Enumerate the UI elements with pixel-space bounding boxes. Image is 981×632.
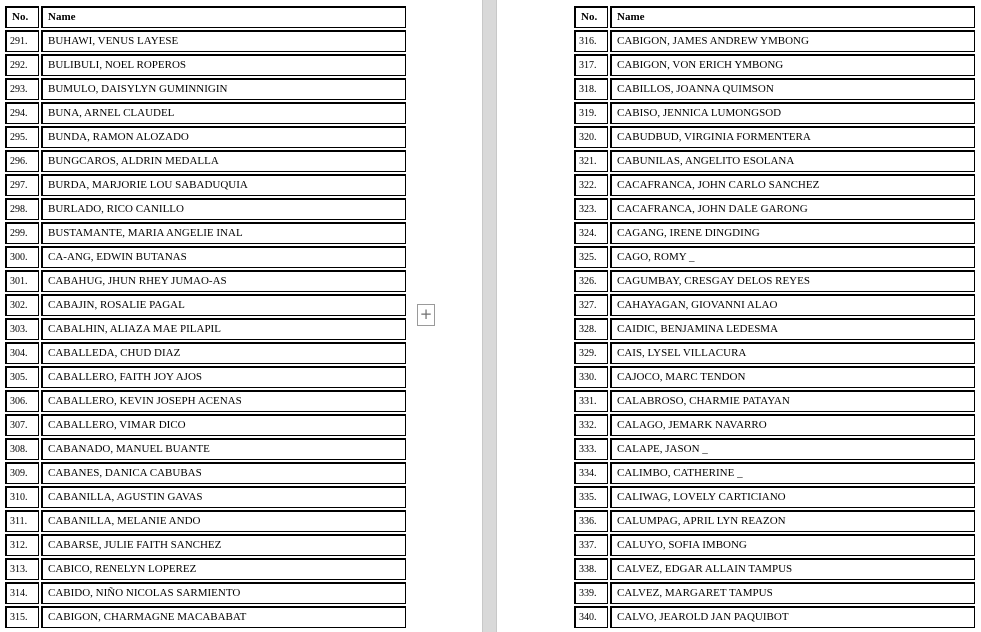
table-row: [574, 414, 975, 436]
row-name[interactable]: CALUYO, SOFIA IMBONG: [610, 534, 975, 556]
row-number[interactable]: 309.: [5, 462, 39, 484]
row-name[interactable]: CABANILLA, MELANIE ANDO: [41, 510, 406, 532]
row-number[interactable]: 338.: [574, 558, 608, 580]
table-row: [5, 414, 406, 436]
add-row-button[interactable]: +: [417, 304, 435, 326]
table-row: [574, 438, 975, 460]
table-row: [574, 54, 975, 76]
row-number[interactable]: 337.: [574, 534, 608, 556]
row-number[interactable]: 331.: [574, 390, 608, 412]
row-number[interactable]: 334.: [574, 462, 608, 484]
table-row: [574, 558, 975, 580]
row-number[interactable]: 312.: [5, 534, 39, 556]
row-name[interactable]: CABUNILAS, ANGELITO ESOLANA: [610, 150, 975, 172]
row-number[interactable]: 292.: [5, 54, 39, 76]
row-name[interactable]: BURLADO, RICO CANILLO: [41, 198, 406, 220]
table-row: [5, 150, 406, 172]
table-row: [5, 438, 406, 460]
row-number[interactable]: 330.: [574, 366, 608, 388]
table-row: [574, 366, 975, 388]
row-name[interactable]: CALAPE, JASON _: [610, 438, 975, 460]
row-number[interactable]: 301.: [5, 270, 39, 292]
row-number[interactable]: 303.: [5, 318, 39, 340]
row-name[interactable]: BUSTAMANTE, MARIA ANGELIE INAL: [41, 222, 406, 244]
table-row: [5, 102, 406, 124]
row-name[interactable]: CALABROSO, CHARMIE PATAYAN: [610, 390, 975, 412]
row-name[interactable]: CABANILLA, AGUSTIN GAVAS: [41, 486, 406, 508]
row-name[interactable]: CAHAYAGAN, GIOVANNI ALAO: [610, 294, 975, 316]
row-number[interactable]: 311.: [5, 510, 39, 532]
row-number[interactable]: 314.: [5, 582, 39, 604]
table-row: [5, 294, 406, 316]
table-body-right: [574, 30, 975, 628]
row-number[interactable]: 310.: [5, 486, 39, 508]
row-name[interactable]: CABIGON, CHARMAGNE MACABABAT: [41, 606, 406, 628]
row-name[interactable]: BULIBULI, NOEL ROPEROS: [41, 54, 406, 76]
table-row: [5, 390, 406, 412]
table-row: [5, 54, 406, 76]
table-row: [574, 222, 975, 244]
table-row: [574, 78, 975, 100]
row-name[interactable]: CALVEZ, EDGAR ALLAIN TAMPUS: [610, 558, 975, 580]
table-header-row: [5, 6, 406, 28]
row-name[interactable]: CABANES, DANICA CABUBAS: [41, 462, 406, 484]
row-name[interactable]: CALIMBO, CATHERINE _: [610, 462, 975, 484]
row-name[interactable]: BUMULO, DAISYLYN GUMINNIGIN: [41, 78, 406, 100]
table-row: [5, 582, 406, 604]
row-name[interactable]: CAJOCO, MARC TENDON: [610, 366, 975, 388]
row-name[interactable]: CA-ANG, EDWIN BUTANAS: [41, 246, 406, 268]
row-number[interactable]: 313.: [5, 558, 39, 580]
row-name[interactable]: CAIS, LYSEL VILLACURA: [610, 342, 975, 364]
row-name[interactable]: CALAGO, JEMARK NAVARRO: [610, 414, 975, 436]
document-page-right: [497, 0, 981, 632]
table-row: [574, 318, 975, 340]
row-number[interactable]: 328.: [574, 318, 608, 340]
page-gutter: [482, 0, 497, 632]
row-number[interactable]: 295.: [5, 126, 39, 148]
table-row: [5, 126, 406, 148]
table-row: [574, 198, 975, 220]
row-name[interactable]: CABAJIN, ROSALIE PAGAL: [41, 294, 406, 316]
table-row: [5, 246, 406, 268]
row-name[interactable]: BURDA, MARJORIE LOU SABADUQUIA: [41, 174, 406, 196]
header-name: Name: [610, 6, 975, 28]
row-number[interactable]: 319.: [574, 102, 608, 124]
row-name[interactable]: CABANADO, MANUEL BUANTE: [41, 438, 406, 460]
table-row: [5, 270, 406, 292]
row-number[interactable]: 318.: [574, 78, 608, 100]
row-name[interactable]: CALUMPAG, APRIL LYN REAZON: [610, 510, 975, 532]
table-row: [574, 606, 975, 628]
row-number[interactable]: 324.: [574, 222, 608, 244]
row-name[interactable]: CALIWAG, LOVELY CARTICIANO: [610, 486, 975, 508]
table-row: [574, 270, 975, 292]
row-number[interactable]: 315.: [5, 606, 39, 628]
row-number[interactable]: 333.: [574, 438, 608, 460]
row-number[interactable]: 340.: [574, 606, 608, 628]
row-number[interactable]: 294.: [5, 102, 39, 124]
row-number[interactable]: 327.: [574, 294, 608, 316]
row-name[interactable]: BUHAWI, VENUS LAYESE: [41, 30, 406, 52]
table-header-row: [574, 6, 975, 28]
row-name[interactable]: CABALHIN, ALIAZA MAE PILAPIL: [41, 318, 406, 340]
row-name[interactable]: CALVEZ, MARGARET TAMPUS: [610, 582, 975, 604]
row-name[interactable]: CABIGON, VON ERICH YMBONG: [610, 54, 975, 76]
row-name[interactable]: CABAHUG, JHUN RHEY JUMAO-AS: [41, 270, 406, 292]
header-no: No.: [5, 6, 39, 28]
table-row: [574, 582, 975, 604]
row-number[interactable]: 323.: [574, 198, 608, 220]
row-name[interactable]: CABUDBUD, VIRGINIA FORMENTERA: [610, 126, 975, 148]
row-number[interactable]: 329.: [574, 342, 608, 364]
row-number[interactable]: 339.: [574, 582, 608, 604]
row-number[interactable]: 291.: [5, 30, 39, 52]
table-row: [5, 462, 406, 484]
table-row: [574, 510, 975, 532]
table-row: [574, 390, 975, 412]
names-table-left: [3, 4, 408, 630]
row-number[interactable]: 325.: [574, 246, 608, 268]
row-name[interactable]: CAGO, ROMY _: [610, 246, 975, 268]
document-page-left: [0, 0, 482, 632]
row-number[interactable]: 336.: [574, 510, 608, 532]
table-row: [574, 534, 975, 556]
row-number[interactable]: 305.: [5, 366, 39, 388]
row-name[interactable]: CACAFRANCA, JOHN CARLO SANCHEZ: [610, 174, 975, 196]
row-number[interactable]: 317.: [574, 54, 608, 76]
row-number[interactable]: 297.: [5, 174, 39, 196]
row-name[interactable]: CACAFRANCA, JOHN DALE GARONG: [610, 198, 975, 220]
row-number[interactable]: 320.: [574, 126, 608, 148]
row-name[interactable]: BUNA, ARNEL CLAUDEL: [41, 102, 406, 124]
row-name[interactable]: CABALLERO, KEVIN JOSEPH ACENAS: [41, 390, 406, 412]
table-row: [574, 174, 975, 196]
row-name[interactable]: CAGUMBAY, CRESGAY DELOS REYES: [610, 270, 975, 292]
row-name[interactable]: BUNDA, RAMON ALOZADO: [41, 126, 406, 148]
row-number[interactable]: 332.: [574, 414, 608, 436]
header-no: No.: [574, 6, 608, 28]
table-row: [5, 198, 406, 220]
row-number[interactable]: 298.: [5, 198, 39, 220]
table-row: [5, 558, 406, 580]
row-name[interactable]: CABALLERO, FAITH JOY AJOS: [41, 366, 406, 388]
table-row: [5, 486, 406, 508]
table-row: [5, 606, 406, 628]
row-name[interactable]: CABALLERO, VIMAR DICO: [41, 414, 406, 436]
row-number[interactable]: 306.: [5, 390, 39, 412]
table-row: [5, 222, 406, 244]
table-row: [574, 294, 975, 316]
table-row: [5, 174, 406, 196]
row-number[interactable]: 299.: [5, 222, 39, 244]
row-name[interactable]: CALVO, JEAROLD JAN PAQUIBOT: [610, 606, 975, 628]
row-name[interactable]: BUNGCAROS, ALDRIN MEDALLA: [41, 150, 406, 172]
row-number[interactable]: 302.: [5, 294, 39, 316]
table-row: [574, 462, 975, 484]
row-name[interactable]: CABARSE, JULIE FAITH SANCHEZ: [41, 534, 406, 556]
row-name[interactable]: CABICO, RENELYN LOPEREZ: [41, 558, 406, 580]
row-number[interactable]: 326.: [574, 270, 608, 292]
table-row: [574, 246, 975, 268]
table-body-left: [5, 30, 406, 628]
table-row: [5, 510, 406, 532]
row-number[interactable]: 304.: [5, 342, 39, 364]
row-number[interactable]: 300.: [5, 246, 39, 268]
row-number[interactable]: 296.: [5, 150, 39, 172]
table-row: [574, 486, 975, 508]
table-row: [5, 318, 406, 340]
table-row: [5, 78, 406, 100]
row-name[interactable]: CAIDIC, BENJAMINA LEDESMA: [610, 318, 975, 340]
row-name[interactable]: CABILLOS, JOANNA QUIMSON: [610, 78, 975, 100]
row-number[interactable]: 308.: [5, 438, 39, 460]
row-number[interactable]: 307.: [5, 414, 39, 436]
table-row: [574, 102, 975, 124]
row-name[interactable]: CABIGON, JAMES ANDREW YMBONG: [610, 30, 975, 52]
table-row: [5, 534, 406, 556]
row-name[interactable]: CABIDO, NIÑO NICOLAS SARMIENTO: [41, 582, 406, 604]
table-row: [5, 366, 406, 388]
table-row: [574, 30, 975, 52]
row-number[interactable]: 321.: [574, 150, 608, 172]
table-row: [574, 150, 975, 172]
header-name: Name: [41, 6, 406, 28]
names-table-right: [572, 4, 977, 630]
table-row: [5, 342, 406, 364]
table-row: [574, 126, 975, 148]
row-number[interactable]: 335.: [574, 486, 608, 508]
table-row: [5, 30, 406, 52]
row-name[interactable]: CABALLEDA, CHUD DIAZ: [41, 342, 406, 364]
row-number[interactable]: 293.: [5, 78, 39, 100]
table-row: [574, 342, 975, 364]
row-name[interactable]: CAGANG, IRENE DINGDING: [610, 222, 975, 244]
row-number[interactable]: 322.: [574, 174, 608, 196]
row-name[interactable]: CABISO, JENNICA LUMONGSOD: [610, 102, 975, 124]
row-number[interactable]: 316.: [574, 30, 608, 52]
